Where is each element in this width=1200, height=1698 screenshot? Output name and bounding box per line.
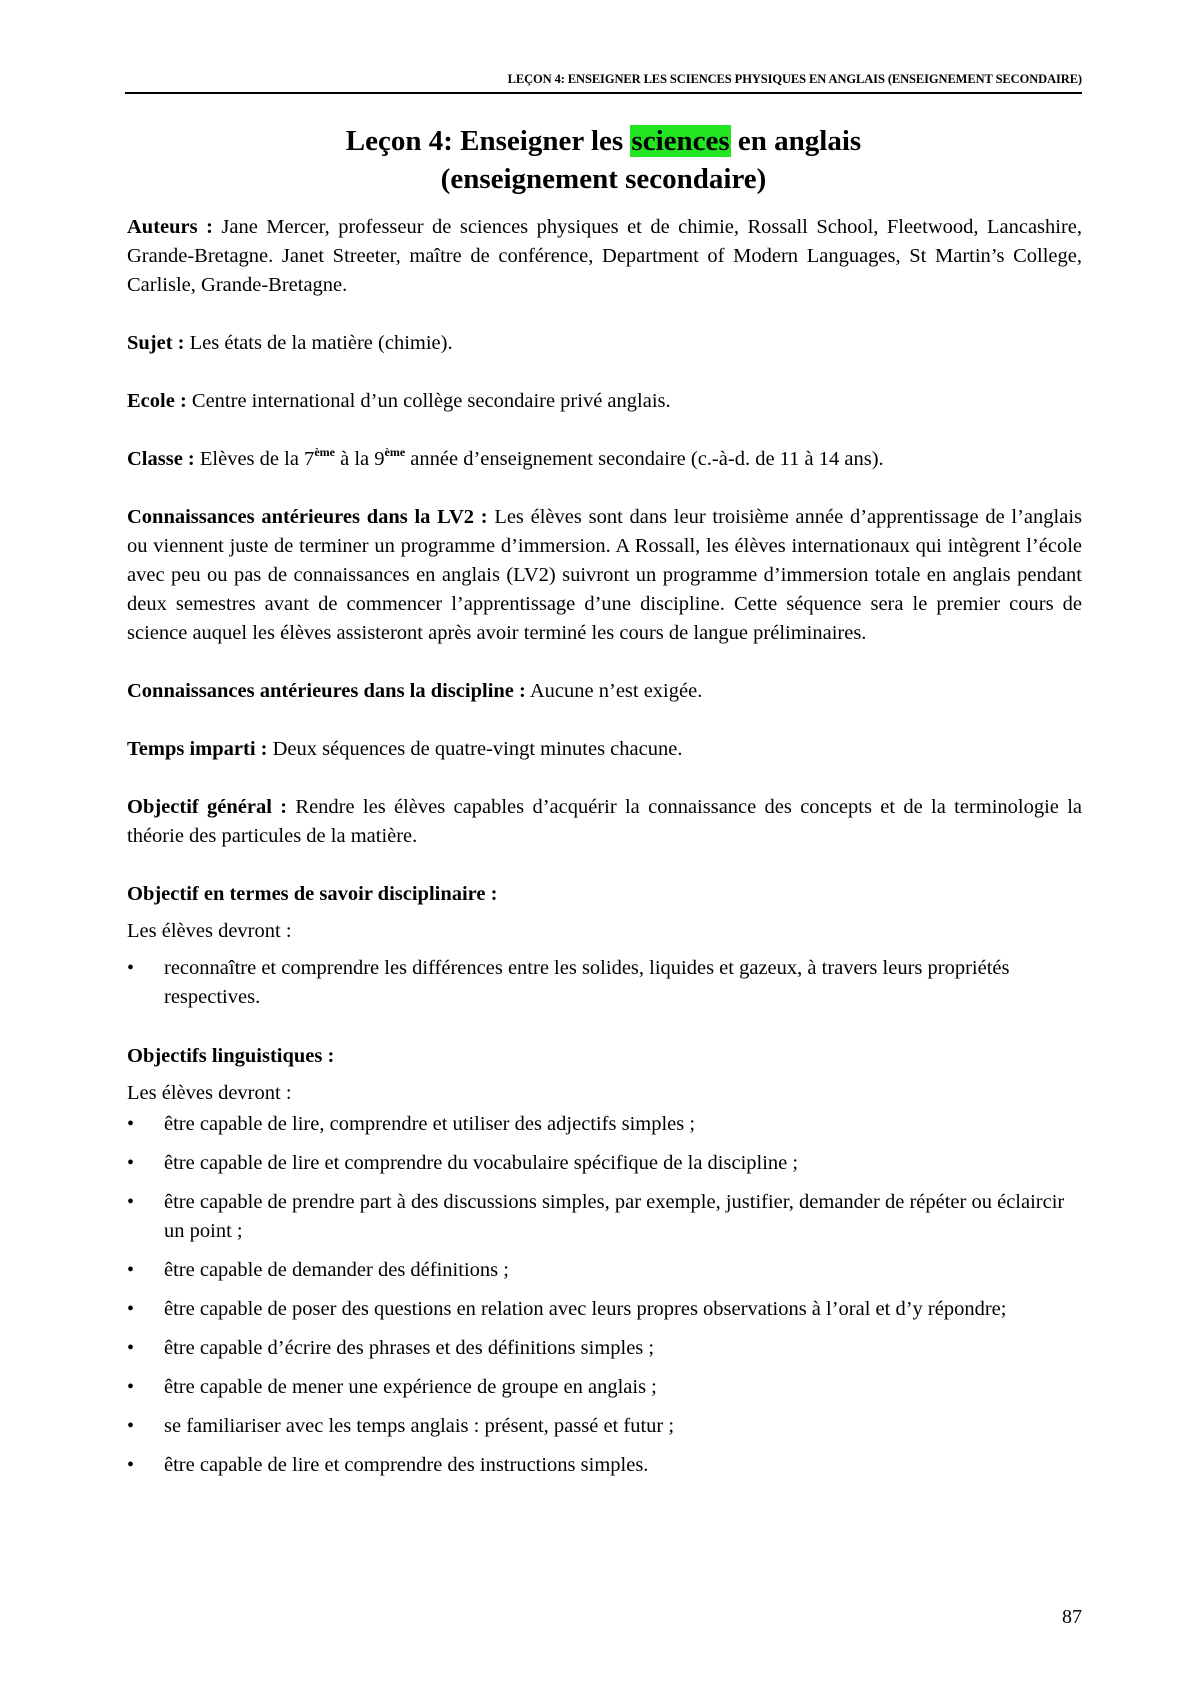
objectif-savoir-heading: Objectif en termes de savoir disciplinaire : [127,883,498,905]
connaissances-lv2-label: Connaissances antérieures dans la LV2 : [127,506,488,528]
objectifs-linguistiques-list [127,1110,1082,1480]
ecole-paragraph [127,387,1082,416]
connaissances-lv2-text: Les élèves sont dans leur troisième année d’apprentissage de l’anglais ou viennent juste de terminer un programme d’immersion. A Rossall, les élèves internationaux qui intègrent l’école avec peu ou pas de connaissances en anglais (LV2) suivront un programme d’immersion totale en anglais pendant deux semestres avant de commencer l’apprentissage d’une discipline. Cette séquence sera le premier cours de science auquel les élèves assisteront après avoir terminé les cours de langue préliminaires. [127,506,1082,644]
list-item-text: être capable de prendre part à des discussions simples, par exemple, justifier, demander de répéter ou éclaircir un point ; [164,1191,1065,1242]
highlighted-word: sciences [631,125,730,157]
list-item-text: être capable de lire, comprendre et utiliser des adjectifs simples ; [164,1113,696,1135]
bullet-icon: • [127,1113,135,1135]
objectif-general-label: Objectif général : [127,796,288,818]
objectif-savoir-lead: Les élèves devront : [127,920,292,942]
running-header: LEÇON 4: ENSEIGNER LES SCIENCES PHYSIQUES EN ANGLAIS (ENSEIGNEMENT SECONDAIRE) [507,72,1082,86]
auteurs-paragraph [127,213,1082,300]
page-number: 87 [1062,1606,1082,1628]
list-item [127,1188,1082,1246]
classe-superscript-1: ème [314,445,335,459]
list-item-text: se familiariser avec les temps anglais : présent, passé et futur ; [164,1415,675,1437]
list-item [127,1295,1082,1324]
objectif-savoir-section [127,880,1082,1012]
page-title [125,122,1082,198]
title-line-2: (enseignement secondaire) [440,163,767,195]
document-body [127,213,1082,1490]
classe-text-part3: année d’enseignement secondaire (c.-à-d. de 11 à 14 ans). [410,448,884,470]
list-item-text: être capable d’écrire des phrases et des définitions simples ; [164,1337,655,1359]
classe-text-part1: Elèves de la 7 [199,448,315,470]
bullet-icon: • [127,1454,135,1476]
objectif-savoir-list [127,954,1082,1012]
objectifs-linguistiques-heading: Objectifs linguistiques : [127,1045,335,1067]
title-text-after: en anglais [737,125,862,157]
temps-paragraph [127,735,1082,764]
classe-text-part2: à la 9 [340,448,385,470]
bullet-icon: • [127,1376,135,1398]
ecole-label: Ecole : [127,390,187,412]
temps-label: Temps imparti : [127,738,268,760]
sujet-paragraph [127,329,1082,358]
sujet-label: Sujet : [127,332,185,354]
ecole-text: Centre international d’un collège secondaire privé anglais. [191,390,671,412]
connaissances-discipline-label: Connaissances antérieures dans la discipline : [127,680,526,702]
list-item [127,1334,1082,1363]
list-item [127,954,1082,1012]
list-item [127,1256,1082,1285]
list-item-text: reconnaître et comprendre les différences entre les solides, liquides et gazeux, à travers leurs propriétés respectives. [164,957,1010,1008]
list-item [127,1412,1082,1441]
auteurs-label: Auteurs : [127,216,213,238]
list-item-text: être capable de demander des définitions ; [164,1259,509,1281]
classe-paragraph [127,445,1082,474]
bullet-icon: • [127,1259,135,1281]
list-item [127,1451,1082,1480]
list-item [127,1110,1082,1139]
header-rule [125,92,1082,94]
objectifs-linguistiques-section [127,1042,1082,1480]
bullet-icon: • [127,1415,135,1437]
list-item [127,1373,1082,1402]
auteurs-text: Jane Mercer, professeur de sciences physiques et de chimie, Rossall School, Fleetwood, Lancashire, Grande-Bretagne. Janet Streeter, maître de conférence, Department of Modern Languages, St Martin’s College, Carlisle, Grande-Bretagne. [127,216,1083,296]
bullet-icon: • [127,1298,135,1320]
bullet-icon: • [127,1337,135,1359]
list-item-text: être capable de lire et comprendre des instructions simples. [164,1454,649,1476]
connaissances-discipline-paragraph [127,677,1082,706]
classe-superscript-2: ème [384,445,406,459]
list-item-text: être capable de mener une expérience de groupe en anglais ; [164,1376,657,1398]
list-item-text: être capable de lire et comprendre du vocabulaire spécifique de la discipline ; [164,1152,799,1174]
connaissances-lv2-paragraph [127,503,1082,648]
bullet-icon: • [127,1152,135,1174]
objectifs-linguistiques-lead: Les élèves devront : [127,1082,292,1104]
classe-label: Classe : [127,448,195,470]
bullet-icon: • [127,957,135,979]
list-item-text: être capable de poser des questions en relation avec leurs propres observations à l’oral et d’y répondre; [164,1298,1007,1320]
section-gap [127,1022,1082,1042]
temps-text: Deux séquences de quatre-vingt minutes chacune. [272,738,683,760]
title-text-before: Leçon 4: Enseigner les [345,125,624,157]
objectif-general-text: Rendre les élèves capables d’acquérir la connaissance des concepts et de la terminologie la théorie des particules de la matière. [127,796,1082,847]
bullet-icon: • [127,1191,135,1213]
connaissances-discipline-text: Aucune n’est exigée. [529,680,703,702]
title-line-1 [125,122,1082,160]
sujet-text: Les états de la matière (chimie). [189,332,453,354]
objectif-general-paragraph [127,793,1082,851]
list-item [127,1149,1082,1178]
